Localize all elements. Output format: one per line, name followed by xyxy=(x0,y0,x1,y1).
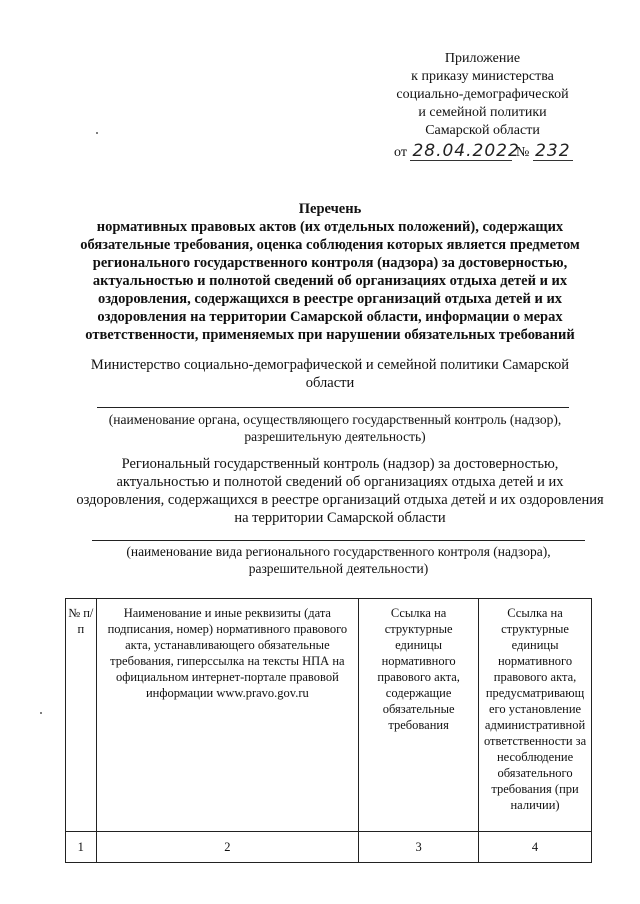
appendix-date-line xyxy=(380,142,585,162)
control-type-caption: (наименование вида регионального государственного контроля (надзора), разрешительной деятельности) xyxy=(126,544,551,576)
header-cell-act-details: Наименование и иные реквизиты (дата подписания, номер) нормативного правового акта, устанавливающего обязательные требования, гиперссылка на тексты НПА на официальном интернет-портале правовой информации www.pravo.gov.ru xyxy=(96,599,359,832)
scan-speck xyxy=(96,132,98,134)
appendix-line-1: Приложение xyxy=(444,51,521,66)
number-sign: № xyxy=(515,145,530,160)
title-heading: Перечень xyxy=(298,201,362,217)
header-cell-liability-link: Ссылка на структурные единицы нормативного правового акта, предусматривающ его установление административной ответственности за несоблюдение обязательного требования (при наличии) xyxy=(479,599,592,832)
control-type-name: Региональный государственный контроль (надзор) за достоверностью, актуальностью и полнотой сведений об организациях отдыха детей и их оздоровления, содержащихся в реестре организаций отдыха детей и их оздоровления на территории Самарской области xyxy=(76,456,604,526)
document-title xyxy=(60,200,600,344)
requirements-table xyxy=(65,598,592,863)
handwritten-date: 28.04.2022 xyxy=(412,141,520,161)
date-prefix: от xyxy=(394,145,407,160)
divider-line xyxy=(97,407,569,408)
column-number-cell: 3 xyxy=(359,832,479,863)
table-header-row xyxy=(66,599,592,832)
appendix-line-2: к приказу министерства xyxy=(411,69,554,84)
column-number-cell: 2 xyxy=(96,832,359,863)
title-body: нормативных правовых актов (их отдельных положений), содержащих обязательные требования, оценка соблюдения которых является предметом регионального государственного контроля (надзора) за достоверностью, актуальностью и полнотой сведений об организациях отдыха детей и их оздоровления, содержащихся в реестре организаций отдыха детей и их оздоровления на территории Самарской области, информации о мерах ответственности, применяемых при нарушении обязательных требований xyxy=(80,219,580,343)
header-cell-number: № п/п xyxy=(66,599,97,832)
appendix-line-5: Самарской области xyxy=(425,123,540,138)
control-body-caption: (наименование органа, осуществляющего государственный контроль (надзор), разрешительную деятельность) xyxy=(108,412,562,444)
scan-speck xyxy=(40,712,42,714)
header-cell-requirements-link: Ссылка на структурные единицы нормативного правового акта, содержащие обязательные требования xyxy=(359,599,479,832)
handwritten-number: 232 xyxy=(533,142,573,161)
divider-line xyxy=(92,540,585,541)
appendix-block xyxy=(380,50,585,162)
appendix-line-3: социально-демографической xyxy=(396,87,569,102)
column-number-cell: 1 xyxy=(66,832,97,863)
column-number-cell: 4 xyxy=(479,832,592,863)
table-row xyxy=(66,832,592,863)
appendix-line-4: и семейной политики xyxy=(418,105,547,120)
control-body-name: Министерство социально-демографической и семейной политики Самарской области xyxy=(90,357,570,391)
